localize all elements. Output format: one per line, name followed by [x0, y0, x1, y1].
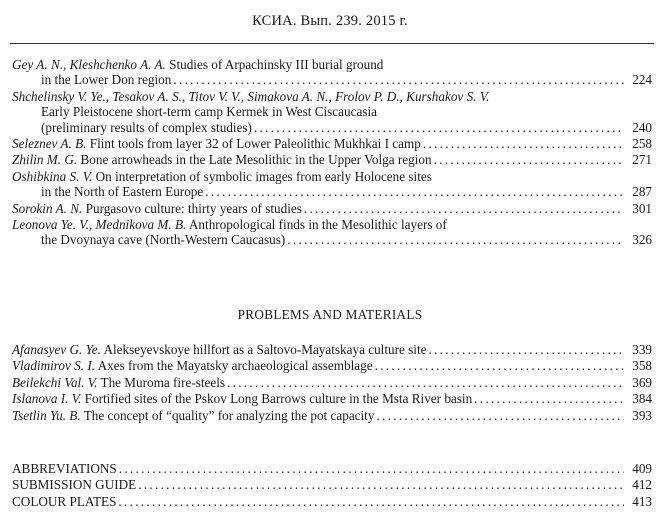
entry-title: Alekseyevskoye hillfort as a Saltovo-Mayatskaya culture site: [100, 342, 427, 357]
toc-entry[interactable]: [12, 358, 652, 373]
dot-leader: [119, 461, 624, 476]
toc-entry[interactable]: [12, 494, 652, 509]
entry-title: Bone arrowheads in the Late Mesolithic in the Upper Volga region: [77, 152, 432, 168]
toc-entry[interactable]: [12, 391, 652, 406]
dot-leader: [304, 201, 624, 216]
entry-author: Oshibkina S. V.: [12, 168, 93, 184]
dot-leader: [205, 184, 624, 199]
back-matter-label: COLOUR PLATES: [12, 493, 117, 509]
entry-title-cont: in the North of Eastern Europe: [41, 184, 204, 200]
entry-author: Shchelinsky V. Ye., Tesakov A. S., Titov V. V., Simakova A. N., Frolov P. D., Kurshakov S. V.: [12, 88, 490, 104]
entry-page: 413: [632, 493, 652, 509]
entry-author: Zhilin M. G.: [12, 152, 78, 168]
back-matter-label: ABBREVIATIONS: [12, 461, 117, 476]
entry-page: 224: [632, 72, 652, 88]
toc-entry[interactable]: [12, 477, 652, 492]
entry-page: 358: [632, 358, 652, 374]
toc-entry[interactable]: [12, 408, 652, 423]
dot-leader: [376, 408, 624, 423]
dot-leader: [434, 152, 624, 167]
dot-leader: [287, 232, 624, 247]
entry-page: 240: [632, 119, 652, 135]
entry-author: Gey A. N., Kleshchenko A. A.: [12, 57, 166, 72]
running-header: [0, 0, 660, 50]
entry-title-cont: the Dvoynaya cave (North-Western Caucasus): [41, 232, 286, 248]
entry-page: 326: [632, 232, 652, 248]
entry-page: 258: [632, 136, 652, 152]
entry-title: On interpretation of symbolic images from early Holocene sites: [92, 168, 432, 184]
toc-entry[interactable]: [12, 375, 652, 390]
dot-leader: [138, 477, 624, 492]
entry-title: Studies of Arpachinsky III burial ground: [165, 57, 384, 72]
toc-entry[interactable]: [12, 89, 652, 135]
toc-entry[interactable]: [12, 461, 652, 476]
dot-leader: [254, 120, 624, 135]
entry-title: Flint tools from layer 32 of Lower Paleolithic Mukhkai I camp: [86, 136, 421, 152]
entry-title: Anthropological finds in the Mesolithic layers of: [186, 217, 447, 233]
dot-leader: [428, 342, 624, 357]
dot-leader: [118, 494, 624, 509]
section-heading: PROBLEMS AND MATERIALS: [237, 307, 423, 322]
entry-author: Vladimirov S. I.: [12, 358, 96, 374]
entry-author: Afanasyev G. Ye.: [12, 342, 101, 357]
entry-title-cont: Early Pleistocene short-term camp Kermek in West Ciscaucasia: [41, 104, 377, 120]
dot-leader: [375, 358, 624, 373]
entry-page: 412: [632, 477, 652, 493]
entry-page: 393: [632, 407, 652, 423]
toc-entry[interactable]: [12, 57, 652, 88]
entry-title: Axes from the Mayatsky archaeological assemblage: [95, 358, 373, 374]
entry-title: The concept of “quality” for analyzing the pot capacity: [80, 407, 375, 423]
toc-articles: [12, 57, 652, 249]
entry-title-cont: (preliminary results of complex studies): [41, 119, 252, 135]
dot-leader: [474, 391, 624, 406]
back-matter-label: SUBMISSION GUIDE: [12, 477, 137, 493]
toc-problems-materials: [12, 342, 652, 424]
toc-entry[interactable]: [12, 342, 652, 357]
toc-entry[interactable]: [12, 201, 652, 216]
entry-page: 271: [632, 152, 652, 168]
entry-author: Seleznev A. B.: [12, 136, 87, 152]
toc-entry[interactable]: [12, 217, 652, 248]
toc-entry[interactable]: [12, 136, 652, 151]
entry-title-cont: in the Lower Don region: [41, 72, 172, 88]
entry-author: Tsetlin Yu. B.: [12, 407, 81, 423]
entry-title: Fortified sites of the Pskov Long Barrows culture in the Msta River basin: [81, 391, 473, 407]
entry-page: 409: [632, 461, 652, 476]
entry-author: Leonova Ye. V., Mednikova M. B.: [12, 217, 187, 233]
header-rule: [10, 43, 654, 44]
entry-author: Islanova I. V.: [12, 391, 82, 407]
entry-page: 369: [632, 374, 652, 390]
toc-entry[interactable]: [12, 152, 652, 167]
entry-author: Beilekchi Val. V.: [12, 374, 98, 390]
entry-page: 384: [632, 391, 652, 407]
dot-leader: [173, 72, 624, 87]
entry-title: The Muroma fire-steels: [97, 374, 226, 390]
toc-back-matter: [12, 461, 652, 510]
toc-entry[interactable]: [12, 169, 652, 200]
entry-title: Purgasovo culture: thirty years of studies: [82, 200, 302, 216]
entry-author: Sorokin A. N.: [12, 200, 83, 216]
dot-leader: [423, 136, 624, 151]
journal-header-title: КСИА. Вып. 239. 2015 г.: [252, 13, 408, 29]
entry-page: 301: [632, 200, 652, 216]
entry-page: 339: [632, 342, 652, 357]
entry-page: 287: [632, 184, 652, 200]
dot-leader: [227, 375, 624, 390]
